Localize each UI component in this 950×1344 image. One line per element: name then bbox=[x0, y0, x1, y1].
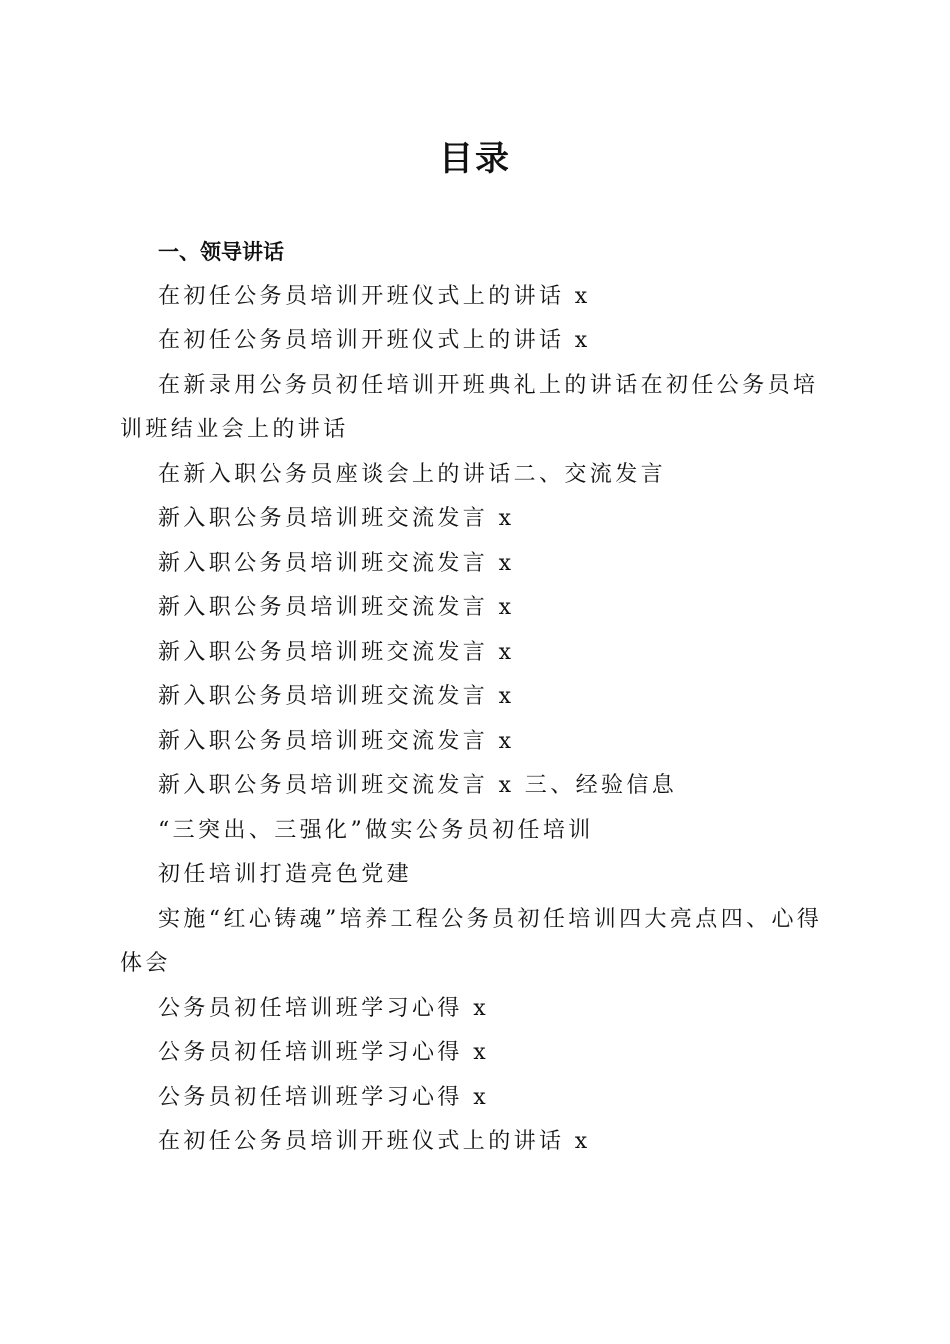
section-heading: 一、领导讲话 bbox=[158, 240, 284, 264]
toc-entry: 公务员初任培训班学习心得 x bbox=[158, 995, 490, 1021]
toc-entry: “三突出、三强化”做实公务员初任培训 bbox=[158, 817, 594, 843]
toc-entry: 公务员初任培训班学习心得 x bbox=[158, 1084, 490, 1110]
toc-entry: 新入职公务员培训班交流发言 x bbox=[158, 728, 515, 754]
page-title: 目录 bbox=[439, 139, 511, 179]
toc-entry: 在初任公务员培训开班仪式上的讲话 x bbox=[158, 283, 591, 309]
table-of-contents bbox=[120, 230, 830, 1165]
toc-entry: 在新入职公务员座谈会上的讲话二、交流发言 bbox=[158, 461, 667, 487]
toc-entry: 新入职公务员培训班交流发言 x bbox=[158, 595, 515, 620]
toc-entry: 在新录用公务员初任培训开班典礼上的讲话在初任公务员培训班结业会上的讲话 bbox=[120, 372, 819, 442]
toc-entry: 公务员初任培训班学习心得 x bbox=[158, 1040, 490, 1065]
toc-entry: 新入职公务员培训班交流发言 x bbox=[158, 639, 515, 665]
toc-entry: 新入职公务员培训班交流发言 x bbox=[158, 550, 515, 576]
toc-entry: 在初任公务员培训开班仪式上的讲话 x bbox=[158, 1129, 591, 1154]
toc-entry: 初任培训打造亮色党建 bbox=[158, 862, 413, 887]
toc-entry: 新入职公务员培训班交流发言 x 三、经验信息 bbox=[158, 773, 678, 798]
toc-entry: 新入职公务员培训班交流发言 x bbox=[158, 506, 515, 531]
toc-entry: 在初任公务员培训开班仪式上的讲话 x bbox=[158, 328, 591, 353]
toc-entry: 新入职公务员培训班交流发言 x bbox=[158, 684, 515, 709]
toc-entry: 实施“红心铸魂”培养工程公务员初任培训四大亮点四、心得体会 bbox=[120, 906, 823, 976]
